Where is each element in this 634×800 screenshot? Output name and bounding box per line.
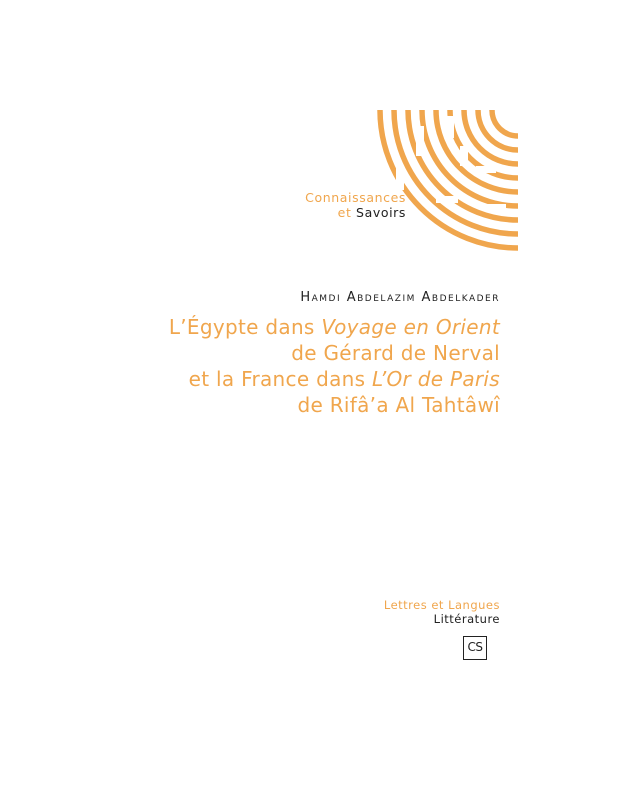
brand-savoirs: Savoirs [356,205,406,220]
title-line-1-italic: Voyage en Orient [321,315,500,339]
title-line-3 [169,366,500,392]
book-title [169,314,500,418]
brand-line-2 [260,205,406,220]
title-line-3-text: et la France dans [188,367,372,391]
series-line-2: Littérature [433,612,500,626]
cs-logo-box: CS [463,636,487,660]
publisher-brand [260,190,406,220]
publisher-logo-icon [376,106,518,258]
author-name: Hamdi Abdelazim Abdelkader [300,290,500,305]
brand-line-1: Connaissances [305,190,406,205]
title-line-1 [169,314,500,340]
title-line-1-text: L’Égypte dans [168,315,322,339]
series-info [384,598,500,626]
title-line-3-italic: L’Or de Paris [371,367,500,391]
title-line-2: de Gérard de Nerval [291,341,500,365]
title-line-4: de Rifâ’a Al Tahtâwî [297,393,500,417]
brand-et: et [337,205,352,220]
series-line-1: Lettres et Langues [383,598,500,612]
